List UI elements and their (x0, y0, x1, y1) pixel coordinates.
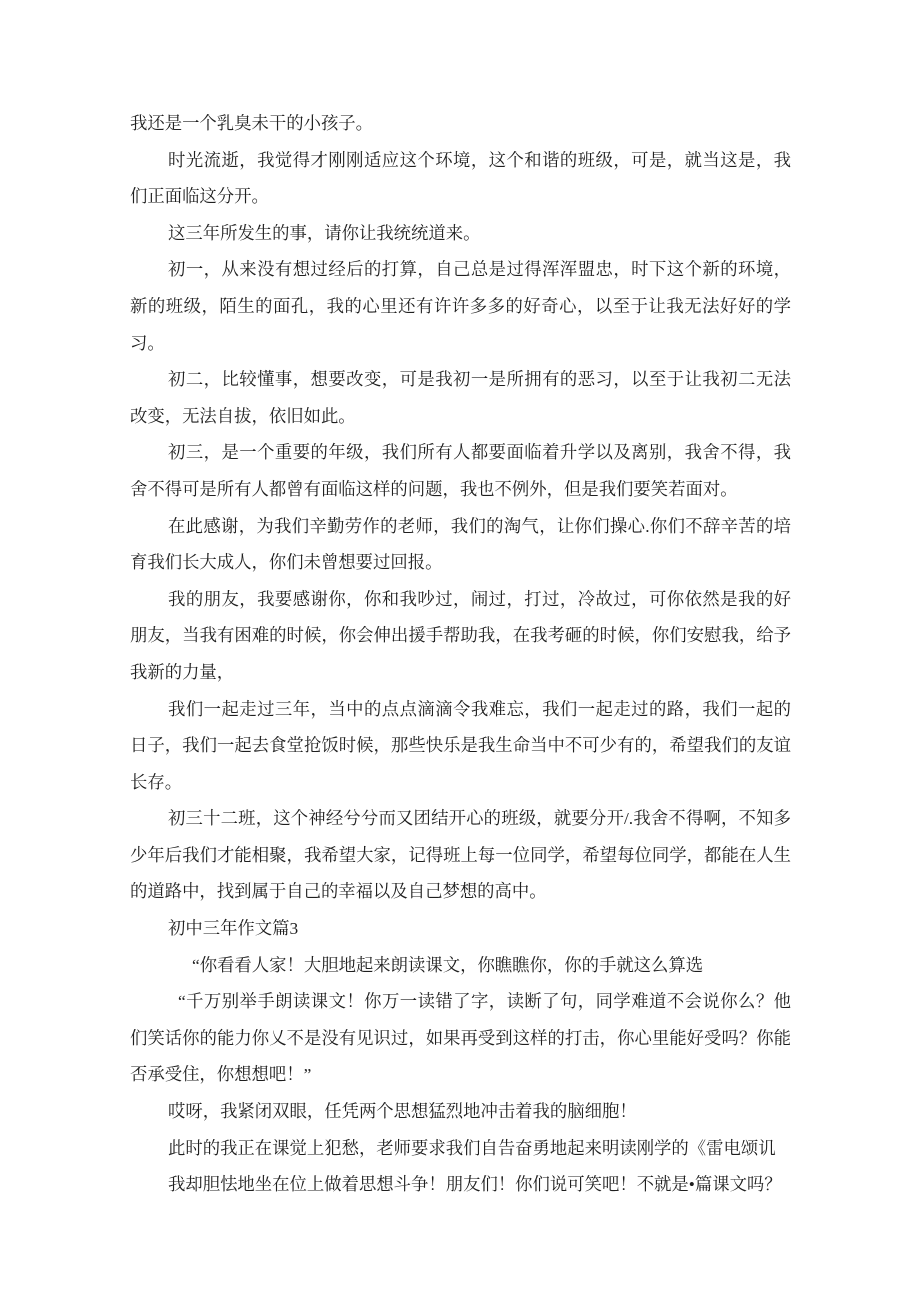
document-paragraph: 初三十二班，这个神经兮兮而又团结开心的班级，就要分开/.我舍不得啊，不知多少年后我们才能相聚，我希望大家，记得班上每一位同学，希望每位同学，都能在人生的道路中，找到属于自己的幸福以及自己梦想的高中。 (130, 809, 791, 902)
document-paragraph: 这三年所发生的事，请你让我统统道来。 (168, 223, 481, 243)
document-paragraph: 初三，是一个重要的年级，我们所有人都要面临着升学以及离别，我舍不得，我舍不得可是所有人都曾有面临这样的问题，我也不例外，但是我们要笑若面对。 (130, 443, 791, 499)
document-content (130, 106, 791, 1204)
document-paragraph: 在此感谢，为我们辛勤劳作的老师，我们的淘气，让你们操心.你们不辞辛苦的培育我们长大成人，你们未曾想要过回报。 (130, 516, 791, 573)
document-paragraph: 我还是一个乳臭未干的小孩子。 (130, 114, 374, 133)
document-paragraph: 初一，从来没有想过经后的打算，自己总是过得浑浑盟忠，时下这个新的环境，新的班级，陌生的面孔，我的心里还有许许多多的好奇心，以至于让我无法好好的学习。 (130, 260, 791, 353)
document-paragraph: “你看看人家！大胆地起来朗读课文，你瞧瞧你，你的手就这么算选 (192, 955, 704, 975)
document-paragraph: “千万别举手朗读课文！你万一读错了字，读断了句，同学难道不会说你么？他们笑话你的能力你乂不是没有见识过，如果再受到这样的打击，你心里能好受吗？你能否承受住，你想想吧！” (130, 992, 791, 1085)
document-paragraph: 初二，比较懂事，想要改变，可是我初一是所拥有的恶习，以至于让我初二无法改变，无法自拔，依旧如此。 (130, 370, 791, 426)
document-paragraph: 我却胆怯地坐在位上做着思想斗争！朋友们！你们说可笑吧！不就是•篇课文吗？ (168, 1175, 782, 1195)
document-paragraph: 哎呀，我紧闭双眼，任凭两个思想猛烈地冲击着我的脑细胞！ (168, 1102, 637, 1122)
document-paragraph: 我的朋友，我要感谢你，你和我吵过，闹过，打过，冷故过，可你依然是我的好朋友，当我有困难的时候，你会伸出援手帮助我，在我考砸的时候，你们安慰我，给予我新的力量， (130, 589, 791, 682)
document-paragraph: 此时的我正在课觉上犯愁，老师要求我们自告奋勇地起来明读刚学的《雷电颂讥 (168, 1138, 776, 1158)
document-paragraph: 时光流逝，我觉得才刚刚适应这个环境，这个和谐的班级，可是，就当这是，我们正面临这分开。 (130, 150, 791, 207)
section-heading: 初中三年作文篇3 (168, 919, 299, 939)
document-paragraph: 我们一起走过三年，当中的点点滴滴令我难忘，我们一起走过的路，我们一起的日子，我们一起去食堂抢饭时候，那些快乐是我生命当中不可少有的，希望我们的友谊长存。 (130, 699, 791, 792)
